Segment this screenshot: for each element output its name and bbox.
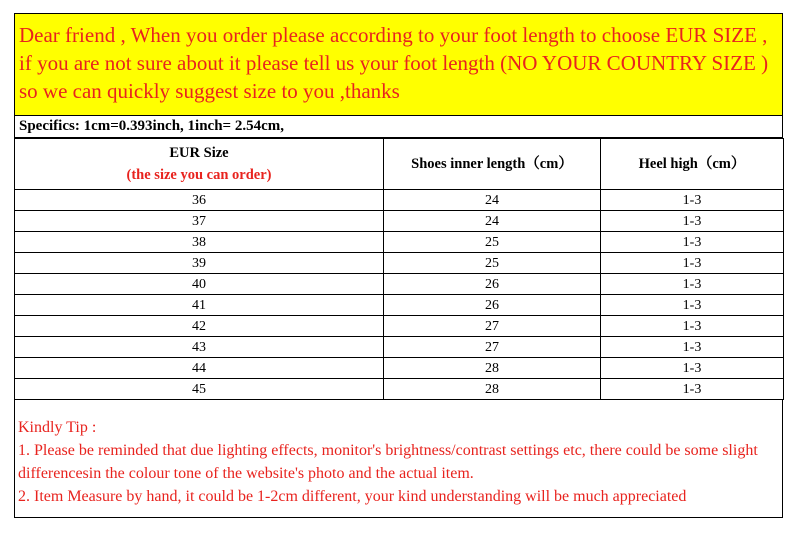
eur-size-header <box>15 139 384 190</box>
order-notice-text: Dear friend , When you order please according to your foot length to choose EUR SIZE , if you are not sure about it please tell us your foot length (NO YOUR COUNTRY SIZE ) so we can quickly suggest size to you ,thanks <box>19 23 769 103</box>
table-row <box>15 316 784 337</box>
inner-length-cell: 26 <box>384 274 601 295</box>
size-table-body <box>15 190 784 400</box>
heel-high-header: Heel high（cm） <box>601 139 784 190</box>
eur-size-cell: 41 <box>15 295 384 316</box>
eur-size-label: EUR Size <box>169 145 229 161</box>
tip-line-1: 1. Please be reminded that due lighting effects, monitor's brightness/contrast settings etc, there could be some slight differencesin the colour tone of the website's photo and the actual item. <box>18 442 758 482</box>
eur-size-cell: 38 <box>15 232 384 253</box>
table-row <box>15 379 784 400</box>
heel-high-cell: 1-3 <box>601 358 784 379</box>
heel-high-cell: 1-3 <box>601 295 784 316</box>
inner-length-cell: 28 <box>384 379 601 400</box>
inner-length-cell: 27 <box>384 337 601 358</box>
inner-length-cell: 24 <box>384 211 601 232</box>
eur-size-cell: 44 <box>15 358 384 379</box>
inner-length-cell: 25 <box>384 253 601 274</box>
table-row <box>15 211 784 232</box>
specifics-text: Specifics: 1cm=0.393inch, 1inch= 2.54cm, <box>19 118 284 134</box>
kindly-tip-box <box>14 400 783 518</box>
eur-size-sublabel: (the size you can order) <box>126 167 272 183</box>
inner-length-cell: 28 <box>384 358 601 379</box>
inner-length-cell: 24 <box>384 190 601 211</box>
heel-high-cell: 1-3 <box>601 211 784 232</box>
eur-size-cell: 45 <box>15 379 384 400</box>
eur-size-cell: 36 <box>15 190 384 211</box>
eur-size-cell: 43 <box>15 337 384 358</box>
heel-high-cell: 1-3 <box>601 337 784 358</box>
inner-length-cell: 27 <box>384 316 601 337</box>
eur-size-cell: 39 <box>15 253 384 274</box>
specifics-line <box>14 116 783 138</box>
heel-high-cell: 1-3 <box>601 253 784 274</box>
order-notice-banner <box>14 13 783 116</box>
eur-size-cell: 40 <box>15 274 384 295</box>
inner-length-header: Shoes inner length（cm） <box>384 139 601 190</box>
heel-high-cell: 1-3 <box>601 190 784 211</box>
table-row <box>15 295 784 316</box>
heel-high-cell: 1-3 <box>601 274 784 295</box>
table-row <box>15 274 784 295</box>
table-row <box>15 253 784 274</box>
eur-size-cell: 42 <box>15 316 384 337</box>
tip-line-2: 2. Item Measure by hand, it could be 1-2cm different, your kind understanding will be much appreciated <box>18 488 687 505</box>
size-table <box>14 138 784 400</box>
table-header-row <box>15 139 784 190</box>
table-row <box>15 358 784 379</box>
heel-high-cell: 1-3 <box>601 232 784 253</box>
table-row <box>15 337 784 358</box>
eur-size-cell: 37 <box>15 211 384 232</box>
heel-high-cell: 1-3 <box>601 316 784 337</box>
heel-high-cell: 1-3 <box>601 379 784 400</box>
tip-title: Kindly Tip : <box>18 419 97 436</box>
inner-length-cell: 26 <box>384 295 601 316</box>
size-chart <box>14 13 783 518</box>
table-row <box>15 232 784 253</box>
table-row <box>15 190 784 211</box>
inner-length-cell: 25 <box>384 232 601 253</box>
